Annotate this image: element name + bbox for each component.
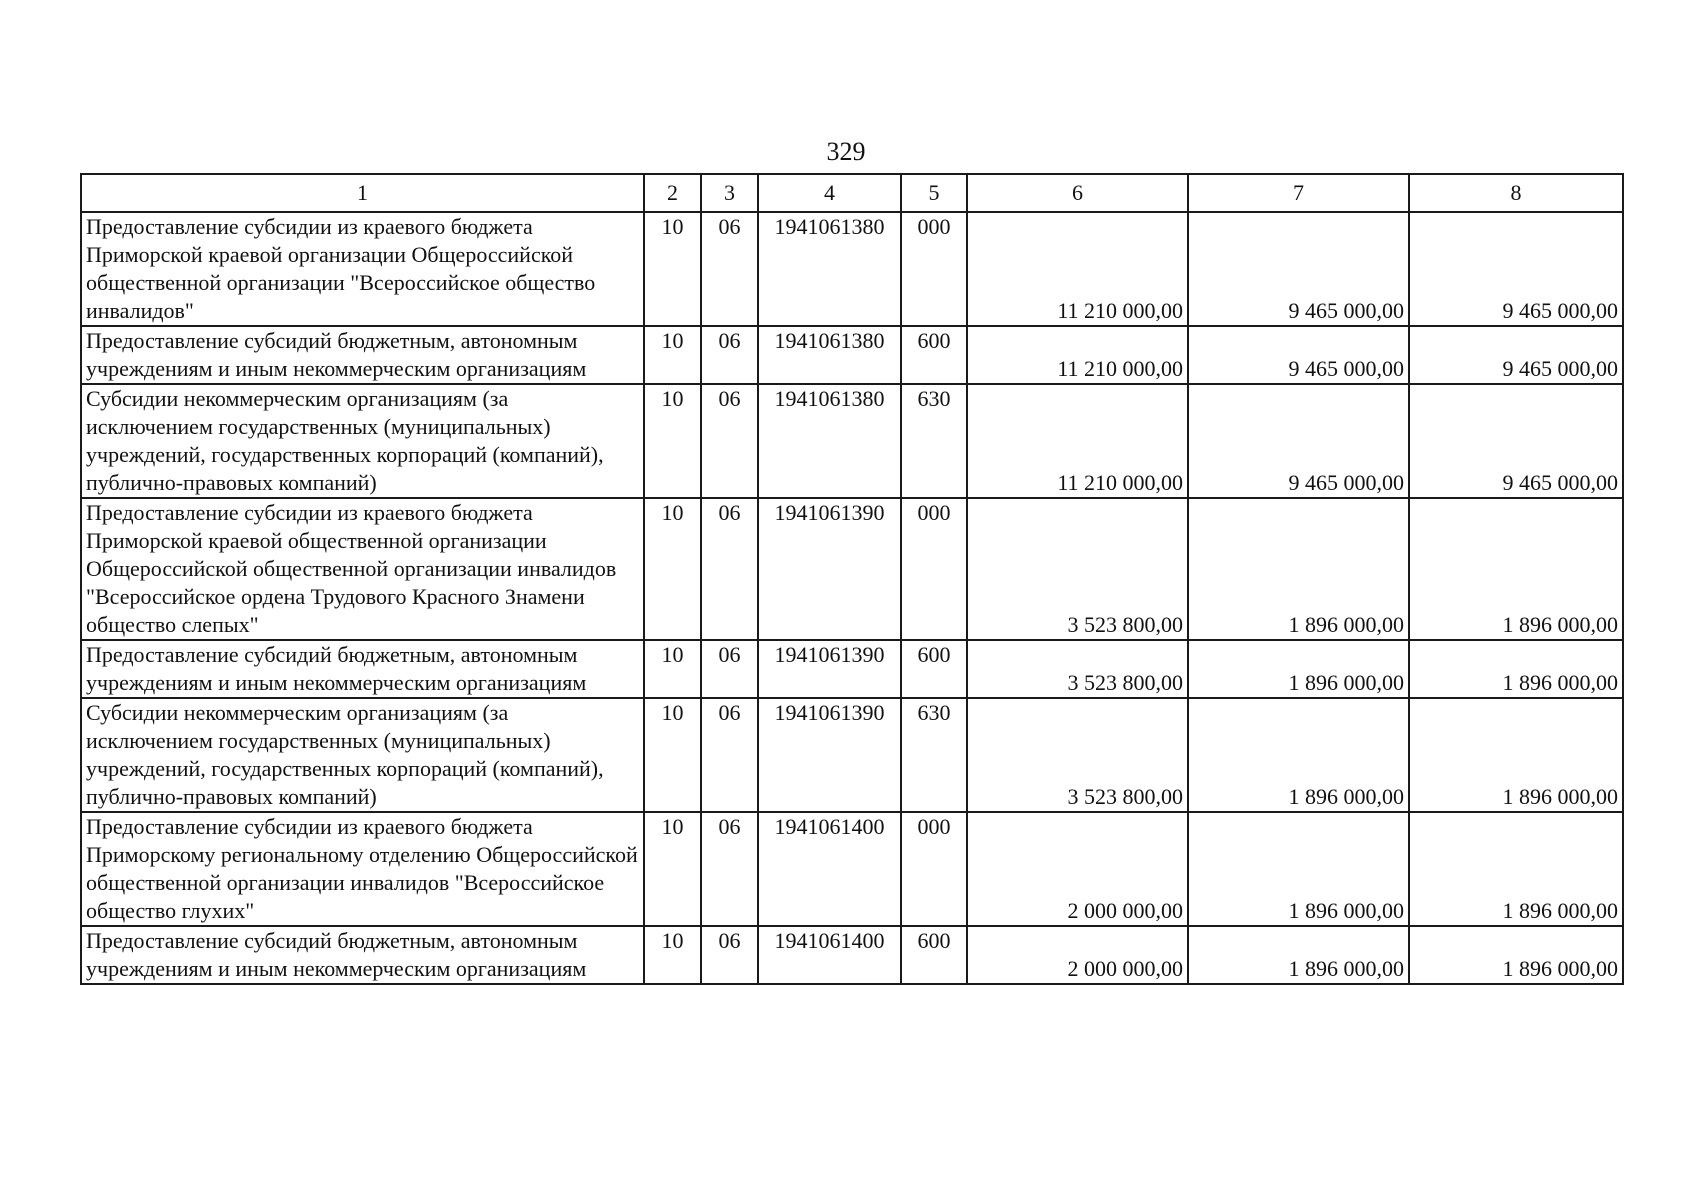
table-header-row — [81, 174, 1623, 212]
subsection-code: 06 — [701, 498, 758, 640]
amount-col-8: 9 465 000,00 — [1409, 212, 1623, 326]
subsection-code: 06 — [701, 326, 758, 384]
section-code: 10 — [644, 212, 701, 326]
table-row — [81, 384, 1623, 498]
row-description: Предоставление субсидий бюджетным, автономным учреждениям и иным некоммерческим организациям — [81, 926, 644, 984]
expense-type-code: 000 — [901, 498, 967, 640]
amount-col-8: 1 896 000,00 — [1409, 640, 1623, 698]
column-header: 1 — [81, 174, 644, 212]
amount-col-7: 9 465 000,00 — [1188, 326, 1409, 384]
row-description: Предоставление субсидии из краевого бюджета Приморскому региональному отделению Общероссийской общественной организации инвалидов "Всероссийское общество глухих" — [81, 812, 644, 926]
subsection-code: 06 — [701, 926, 758, 984]
subsection-code: 06 — [701, 698, 758, 812]
expense-type-code: 630 — [901, 698, 967, 812]
amount-col-7: 9 465 000,00 — [1188, 212, 1409, 326]
amount-col-8: 9 465 000,00 — [1409, 384, 1623, 498]
amount-col-6: 2 000 000,00 — [967, 812, 1188, 926]
column-header: 2 — [644, 174, 701, 212]
table-row — [81, 640, 1623, 698]
column-header: 3 — [701, 174, 758, 212]
target-article-code: 1941061390 — [758, 698, 901, 812]
amount-col-6: 11 210 000,00 — [967, 212, 1188, 326]
expense-type-code: 600 — [901, 926, 967, 984]
subsection-code: 06 — [701, 212, 758, 326]
table-row — [81, 498, 1623, 640]
column-header: 6 — [967, 174, 1188, 212]
amount-col-6: 2 000 000,00 — [967, 926, 1188, 984]
amount-col-7: 1 896 000,00 — [1188, 812, 1409, 926]
amount-col-6: 3 523 800,00 — [967, 498, 1188, 640]
amount-col-7: 1 896 000,00 — [1188, 698, 1409, 812]
page-number: 329 — [826, 137, 866, 166]
amount-col-8: 1 896 000,00 — [1409, 698, 1623, 812]
expense-type-code: 600 — [901, 640, 967, 698]
budget-table — [80, 173, 1624, 985]
amount-col-7: 1 896 000,00 — [1188, 926, 1409, 984]
amount-col-6: 11 210 000,00 — [967, 384, 1188, 498]
amount-col-6: 3 523 800,00 — [967, 698, 1188, 812]
amount-col-6: 11 210 000,00 — [967, 326, 1188, 384]
amount-col-8: 9 465 000,00 — [1409, 326, 1623, 384]
expense-type-code: 600 — [901, 326, 967, 384]
expense-type-code: 000 — [901, 212, 967, 326]
target-article-code: 1941061400 — [758, 926, 901, 984]
column-header: 5 — [901, 174, 967, 212]
section-code: 10 — [644, 498, 701, 640]
target-article-code: 1941061380 — [758, 212, 901, 326]
subsection-code: 06 — [701, 384, 758, 498]
target-article-code: 1941061380 — [758, 384, 901, 498]
column-header: 8 — [1409, 174, 1623, 212]
table-row — [81, 698, 1623, 812]
section-code: 10 — [644, 812, 701, 926]
column-header: 4 — [758, 174, 901, 212]
amount-col-7: 1 896 000,00 — [1188, 640, 1409, 698]
section-code: 10 — [644, 326, 701, 384]
amount-col-8: 1 896 000,00 — [1409, 498, 1623, 640]
table-row — [81, 926, 1623, 984]
subsection-code: 06 — [701, 640, 758, 698]
target-article-code: 1941061390 — [758, 498, 901, 640]
amount-col-7: 1 896 000,00 — [1188, 498, 1409, 640]
amount-col-8: 1 896 000,00 — [1409, 926, 1623, 984]
table-row — [81, 812, 1623, 926]
subsection-code: 06 — [701, 812, 758, 926]
section-code: 10 — [644, 698, 701, 812]
expense-type-code: 630 — [901, 384, 967, 498]
amount-col-7: 9 465 000,00 — [1188, 384, 1409, 498]
row-description: Предоставление субсидии из краевого бюджета Приморской краевой общественной организации Общероссийской общественной организации инвалидов "Всероссийское ордена Трудового Красного Знамени общество слепых" — [81, 498, 644, 640]
row-description: Предоставление субсидий бюджетным, автономным учреждениям и иным некоммерческим организациям — [81, 326, 644, 384]
row-description: Предоставление субсидий бюджетным, автономным учреждениям и иным некоммерческим организациям — [81, 640, 644, 698]
amount-col-6: 3 523 800,00 — [967, 640, 1188, 698]
amount-col-8: 1 896 000,00 — [1409, 812, 1623, 926]
row-description: Предоставление субсидии из краевого бюджета Приморской краевой организации Общероссийской общественной организации "Всероссийское общество инвалидов" — [81, 212, 644, 326]
row-description: Субсидии некоммерческим организациям (за исключением государственных (муниципальных) учреждений, государственных корпораций (компаний), публично-правовых компаний) — [81, 698, 644, 812]
target-article-code: 1941061400 — [758, 812, 901, 926]
row-description: Субсидии некоммерческим организациям (за исключением государственных (муниципальных) учреждений, государственных корпораций (компаний), публично-правовых компаний) — [81, 384, 644, 498]
target-article-code: 1941061390 — [758, 640, 901, 698]
expense-type-code: 000 — [901, 812, 967, 926]
table-row — [81, 326, 1623, 384]
column-header: 7 — [1188, 174, 1409, 212]
section-code: 10 — [644, 640, 701, 698]
section-code: 10 — [644, 384, 701, 498]
target-article-code: 1941061380 — [758, 326, 901, 384]
section-code: 10 — [644, 926, 701, 984]
table-row — [81, 212, 1623, 326]
